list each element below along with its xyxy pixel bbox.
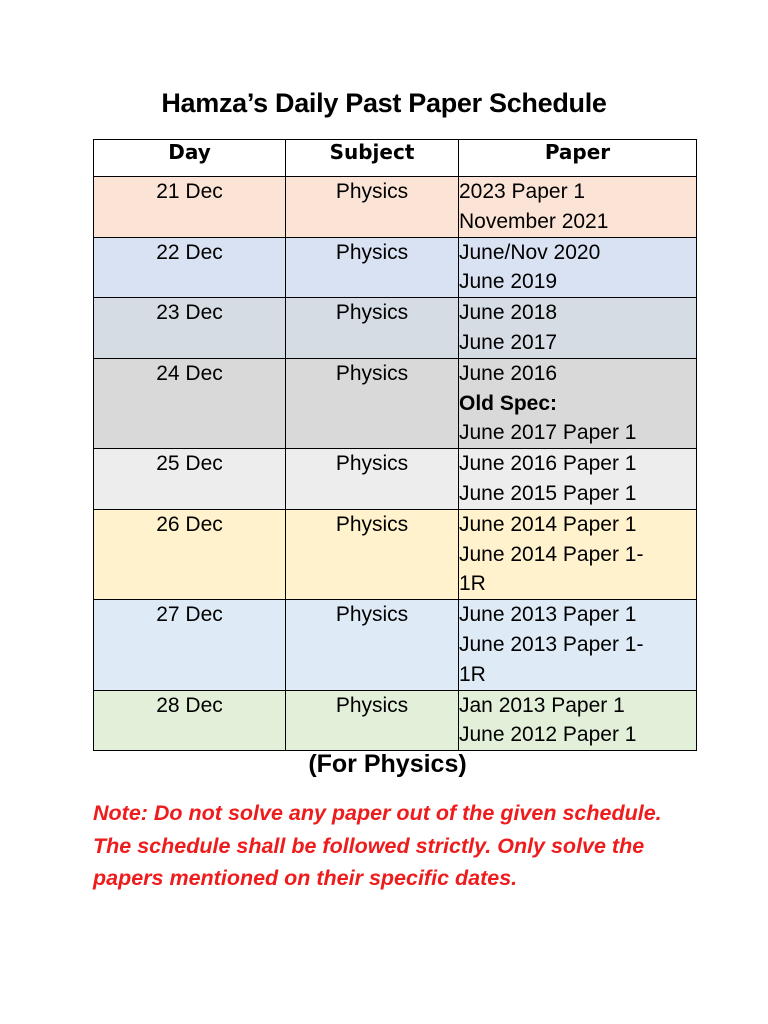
- subject-cell: Physics: [286, 600, 459, 690]
- paper-cell: [459, 509, 697, 599]
- paper-cell: [459, 690, 697, 751]
- paper-cell: [459, 600, 697, 690]
- paper-line: June 2014 Paper 1-: [459, 542, 644, 566]
- schedule-table: [93, 139, 697, 751]
- subject-cell: Physics: [286, 690, 459, 751]
- table-row: [94, 298, 697, 359]
- paper-line: 2023 Paper 1: [459, 180, 586, 203]
- day-cell: 23 Dec: [94, 298, 286, 359]
- header-day: Day: [94, 140, 286, 177]
- day-cell: 22 Dec: [94, 237, 286, 298]
- paper-line: 1R: [459, 572, 486, 596]
- paper-cell: [459, 237, 697, 298]
- paper-line: June 2012 Paper 1: [459, 723, 637, 747]
- day-cell: 26 Dec: [94, 509, 286, 599]
- paper-line: June 2018: [459, 301, 558, 325]
- paper-line: 1R: [459, 662, 486, 686]
- paper-line: June 2016: [459, 361, 558, 385]
- schedule-body: [94, 177, 697, 751]
- paper-cell: [459, 177, 697, 238]
- subject-cell: Physics: [286, 177, 459, 238]
- subject-cell: Physics: [286, 509, 459, 599]
- table-row: [94, 690, 697, 751]
- table-row: [94, 600, 697, 690]
- paper-line: November 2021: [459, 209, 609, 233]
- paper-line: June 2013 Paper 1: [459, 603, 637, 627]
- paper-line: June 2014 Paper 1: [459, 512, 637, 536]
- header-subject: Subject: [286, 140, 459, 177]
- subject-cell: Physics: [286, 298, 459, 359]
- table-row: [94, 449, 697, 510]
- table-row: [94, 509, 697, 599]
- paper-cell: [459, 298, 697, 359]
- day-cell: 27 Dec: [94, 600, 286, 690]
- paper-line: June/Nov 2020: [459, 240, 601, 264]
- table-row: [94, 358, 697, 448]
- paper-line: June 2017: [459, 330, 558, 354]
- paper-line: June 2017 Paper 1: [459, 421, 637, 445]
- paper-cell: [459, 358, 697, 448]
- note-text: Note: Do not solve any paper out of the given schedule. The schedule shall be followed strictly. Only solve the papers mentioned on their specific dates.: [93, 801, 662, 890]
- day-cell: 28 Dec: [94, 690, 286, 751]
- table-row: [94, 177, 697, 238]
- subject-cell: Physics: [286, 449, 459, 510]
- subject-cell: Physics: [286, 358, 459, 448]
- table-row: [94, 237, 697, 298]
- page-title: Hamza’s Daily Past Paper Schedule: [161, 88, 607, 118]
- paper-line: June 2019: [459, 270, 558, 294]
- day-cell: 25 Dec: [94, 449, 286, 510]
- header-paper: Paper: [459, 140, 697, 177]
- paper-line: June 2013 Paper 1-: [459, 632, 644, 656]
- day-cell: 21 Dec: [94, 177, 286, 238]
- paper-cell: [459, 449, 697, 510]
- day-cell: 24 Dec: [94, 358, 286, 448]
- paper-line: June 2015 Paper 1: [459, 481, 637, 505]
- paper-line: June 2016 Paper 1: [459, 452, 637, 476]
- subtitle: (For Physics): [308, 750, 467, 778]
- paper-line: Jan 2013 Paper 1: [459, 693, 625, 717]
- table-header-row: [94, 140, 697, 177]
- paper-section-label: Old Spec:: [459, 391, 558, 415]
- subject-cell: Physics: [286, 237, 459, 298]
